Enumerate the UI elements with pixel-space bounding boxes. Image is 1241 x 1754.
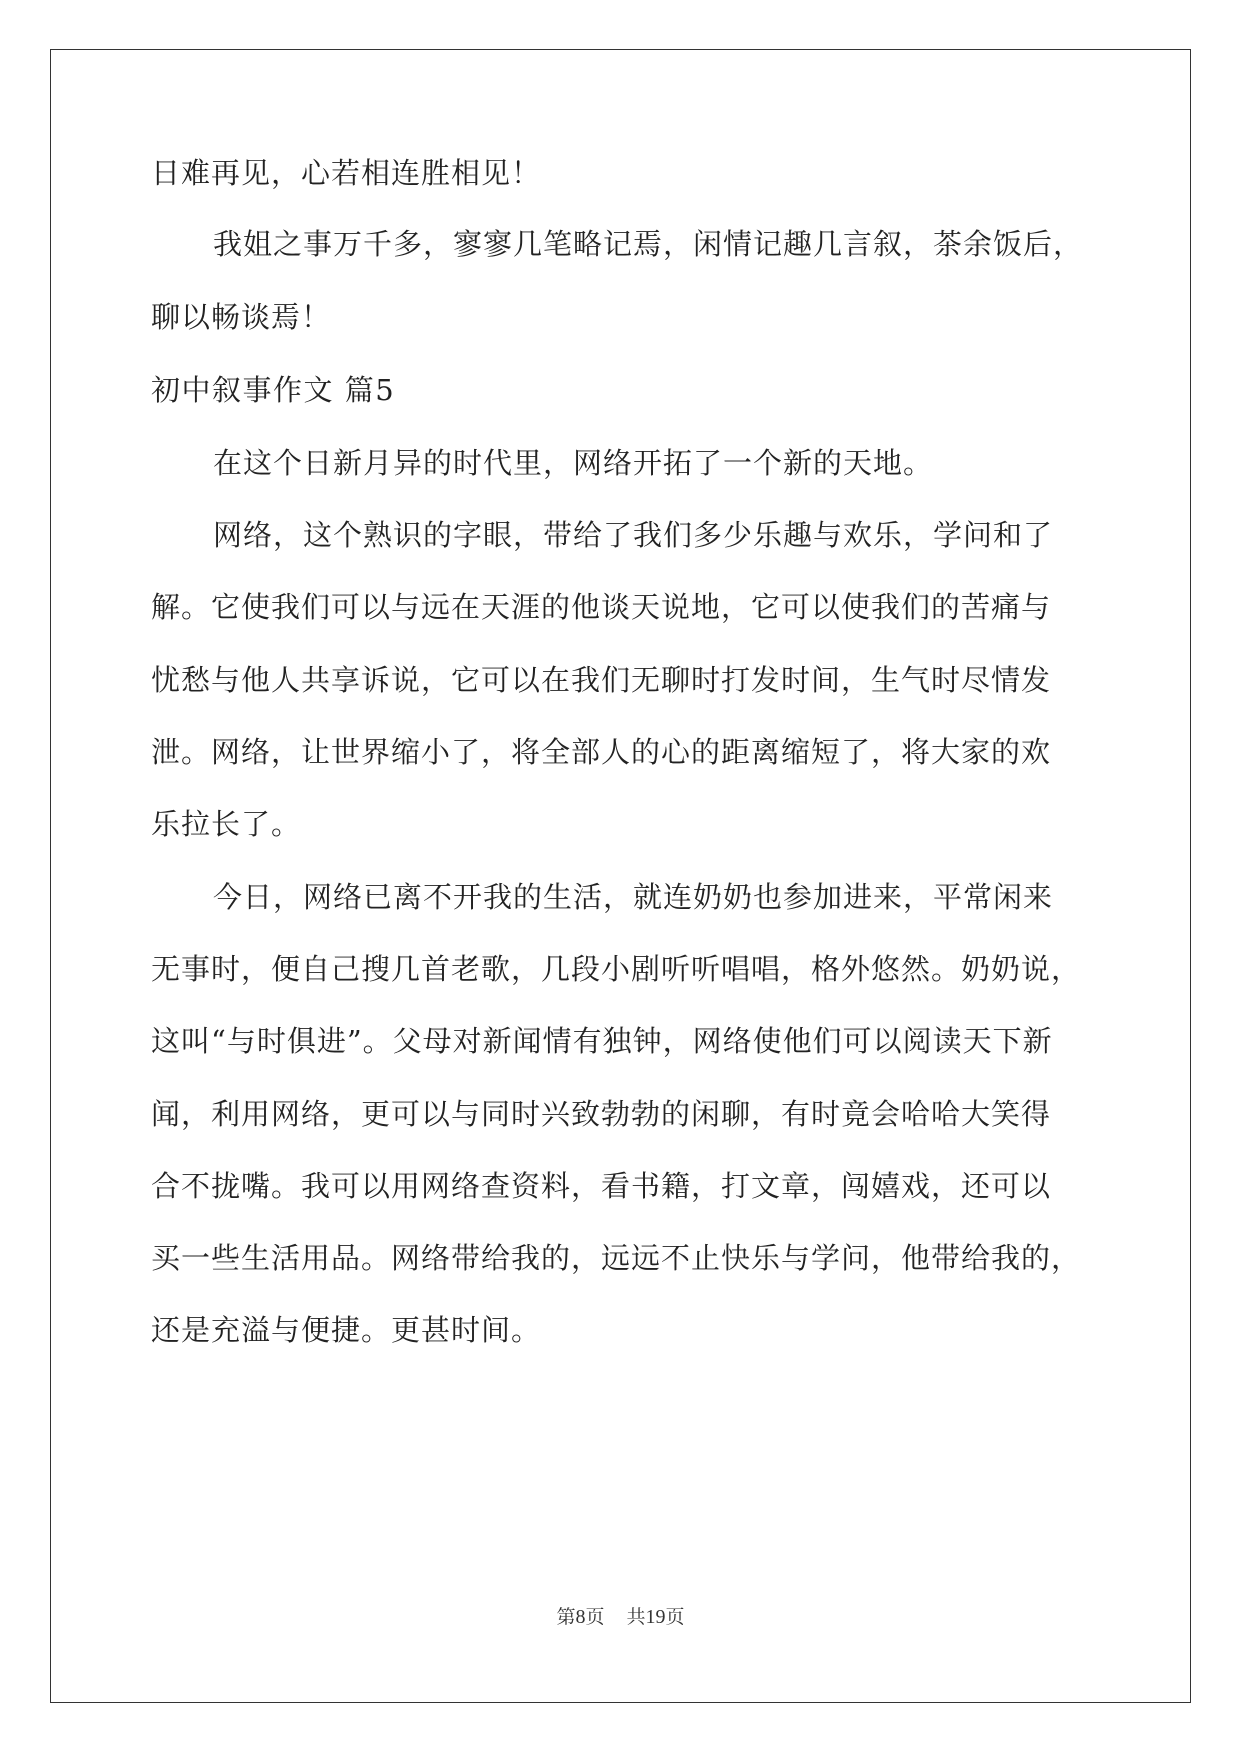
page-suffix: 页 [585,1606,605,1628]
total-pages: 19 [645,1606,666,1628]
section-heading: 初中叙事作文 篇5 [151,373,396,407]
total-suffix: 页 [665,1606,685,1628]
paragraph-line: 今日，网络已离不开我的生活，就连奶奶也参加进来，平常闲来 [213,880,1054,914]
paragraph-line: 解。它使我们可以与远在天涯的他谈天说地，它可以使我们的苦痛与 [151,590,1052,624]
paragraph-line: 我姐之事万千多，寥寥几笔略记焉，闲情记趣几言叙，茶余饭后， [213,227,1084,261]
paragraph-line: 还是充溢与便捷。更甚时间。 [151,1313,542,1347]
paragraph-line: 聊以畅谈焉！ [151,300,332,334]
paragraph-line: 日难再见，心若相连胜相见！ [151,156,542,190]
paragraph-line: 网络，这个熟识的字眼，带给了我们多少乐趣与欢乐，学问和了 [213,518,1054,552]
page-footer [0,1602,1241,1629]
paragraph-line: 泄。网络，让世界缩小了，将全部人的心的距离缩短了，将大家的欢 [151,735,1052,769]
paragraph-line: 合不拢嘴。我可以用网络查资料，看书籍，打文章，闯嬉戏，还可以 [151,1169,1052,1203]
page-number: 8 [575,1606,586,1628]
paragraph-line: 闻，利用网络，更可以与同时兴致勃勃的闲聊，有时竟会哈哈大笑得 [151,1097,1052,1131]
paragraph-line: 买一些生活用品。网络带给我的，远远不止快乐与学问，他带给我的， [151,1241,1082,1275]
page-border [50,49,1191,1703]
paragraph-line: 在这个日新月异的时代里，网络开拓了一个新的天地。 [213,446,934,480]
page-prefix: 第 [556,1606,576,1628]
paragraph-line: 乐拉长了。 [151,807,302,841]
paragraph-line: 忧愁与他人共享诉说，它可以在我们无聊时打发时间，生气时尽情发 [151,663,1052,697]
total-prefix: 共 [626,1606,646,1628]
paragraph-line: 这叫“与时俱进”。父母对新闻情有独钟，网络使他们可以阅读天下新 [151,1024,1053,1058]
paragraph-line: 无事时，便自己搜几首老歌，几段小剧听听唱唱，格外悠然。奶奶说， [151,952,1082,986]
